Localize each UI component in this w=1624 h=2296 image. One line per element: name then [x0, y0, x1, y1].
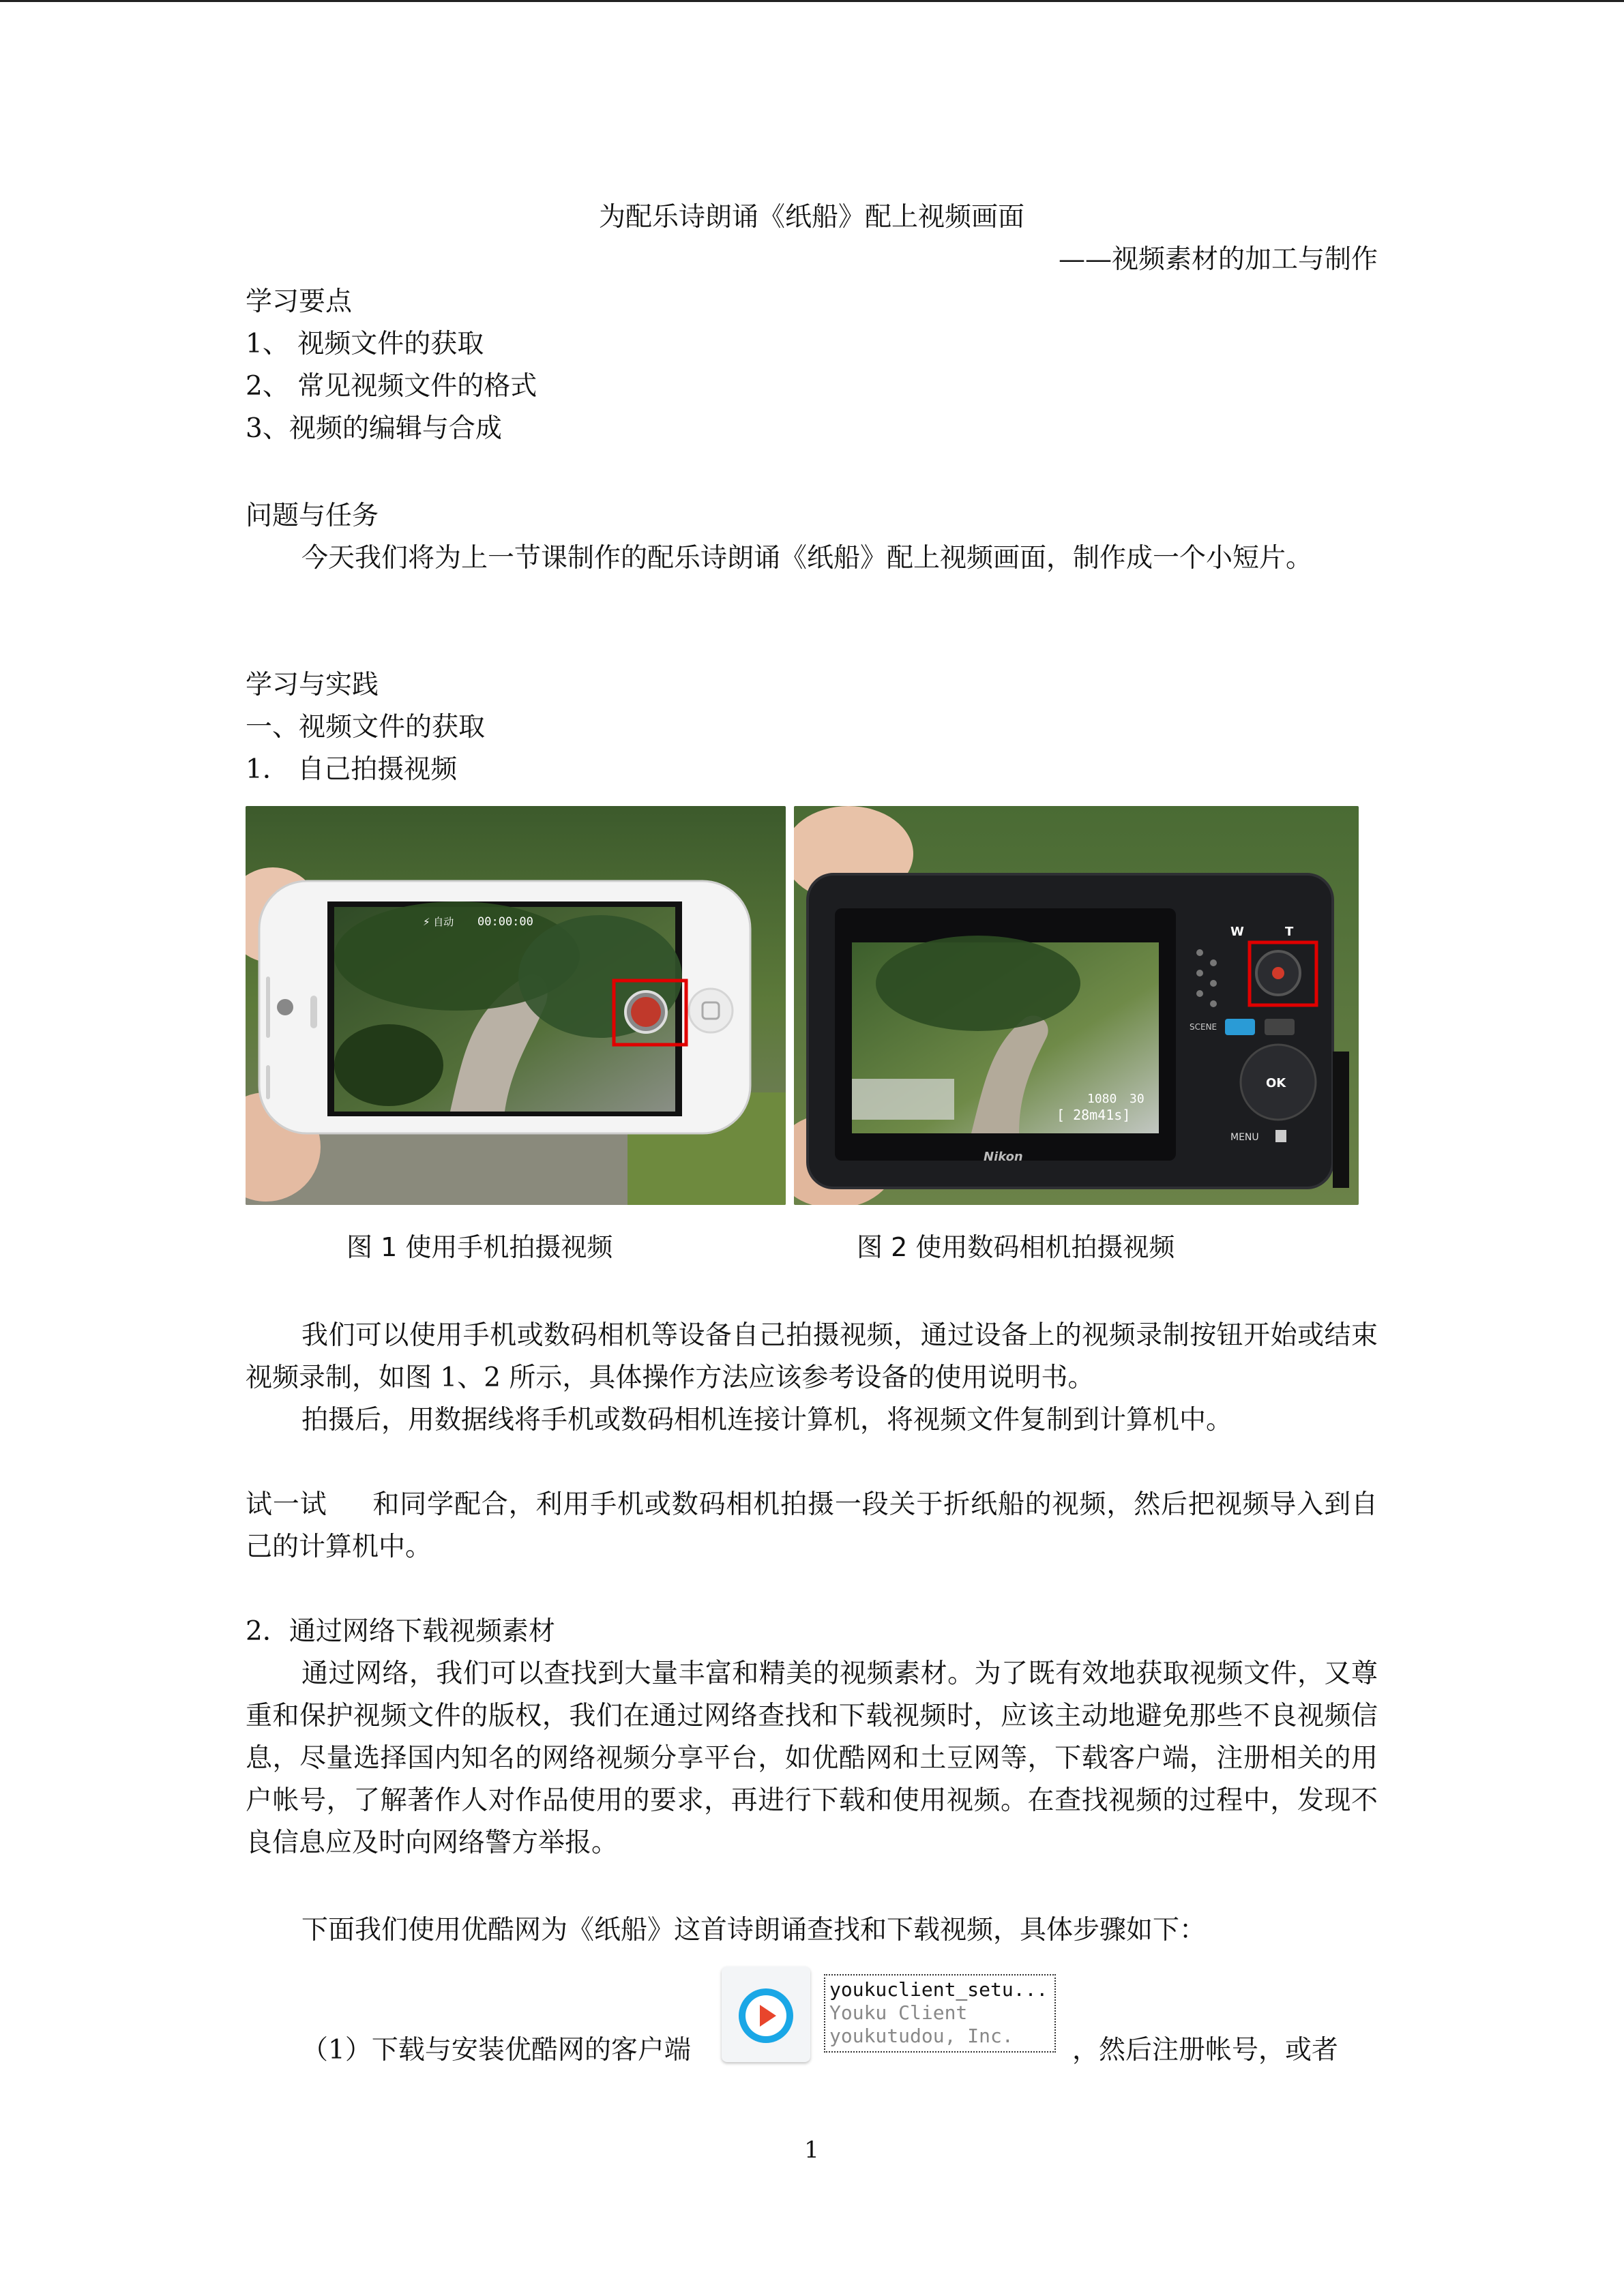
paragraph-transfer: 拍摄后，用数据线将手机或数码相机连接计算机，将视频文件复制到计算机中。	[301, 1405, 1233, 1435]
key-points-heading: 学习要点	[246, 286, 353, 317]
document-page	[246, 0, 1378, 2296]
phone-recording-illustration	[246, 806, 786, 1205]
paragraph-shooting: 我们可以使用手机或数码相机等设备自己拍摄视频，通过设备上的视频录制按钮开始或结束视频录制，如图 1、2 所示，具体操作方法应该参考设备的使用说明书。	[246, 1320, 1378, 1393]
try-it-label: 试一试	[246, 1489, 327, 1520]
camera-remaining-time: [ 28m41s]	[1057, 1107, 1131, 1123]
youku-client-file-info[interactable]	[824, 1974, 1056, 2053]
trash-icon	[1275, 1130, 1286, 1142]
client-file-company: youkutudou, Inc.	[829, 2025, 1014, 2047]
figure-1-caption: 图 1 使用手机拍摄视频	[346, 1232, 613, 1262]
client-file-name: youkuclient_setu...	[829, 1978, 1048, 2001]
practice-heading: 学习与实践	[246, 670, 379, 700]
figure-2-camera-photo	[794, 806, 1359, 1205]
youku-client-file-icon[interactable]	[722, 1967, 810, 2062]
camera-recording-illustration	[794, 806, 1359, 1205]
try-it-text: 和同学配合，利用手机或数码相机拍摄一段关于折纸船的视频，然后把视频导入到自己的计算机中。	[246, 1489, 1378, 1562]
zoom-t-label: T	[1285, 925, 1294, 939]
part1-heading: 一、视频文件的获取	[246, 712, 486, 743]
document-subtitle: ——视频素材的加工与制作	[1058, 244, 1378, 275]
figure-2-caption: 图 2 使用数码相机拍摄视频	[857, 1232, 1175, 1262]
figure-1-phone-photo	[246, 806, 786, 1205]
step-1-prefix: （1）下载与安装优酷网的客户端	[301, 2035, 691, 2066]
task-heading: 问题与任务	[246, 501, 379, 531]
camera-record-icon	[1272, 967, 1284, 979]
key-point-2: 2、 常见视频文件的格式	[246, 371, 537, 402]
key-point-1: 1、 视频文件的获取	[246, 329, 484, 359]
paragraph-steps-intro: 下面我们使用优酷网为《纸船》这首诗朗诵查找和下载视频，具体步骤如下：	[301, 1915, 1207, 1945]
step-1-suffix: ，然后注册帐号，或者	[1072, 2035, 1339, 2066]
camera-fps: 30	[1130, 1092, 1145, 1106]
zoom-w-label: W	[1230, 925, 1244, 939]
record-button-icon	[631, 997, 661, 1027]
camera-brand-logo: Nikon	[984, 1150, 1023, 1164]
part1-subheading-2: 2．通过网络下载视频素材	[246, 1616, 555, 1647]
phone-flash-label: ⚡ 自动	[423, 916, 454, 928]
document-title: 为配乐诗朗诵《纸船》配上视频画面	[598, 202, 1024, 233]
youku-play-icon	[722, 1967, 810, 2062]
task-paragraph: 今天我们将为上一节课制作的配乐诗朗诵《纸船》配上视频画面，制作成一个小短片。	[301, 543, 1313, 573]
phone-timer: 00:00:00	[477, 915, 533, 929]
try-it-paragraph	[246, 1484, 1378, 1568]
part1-subheading-1: 1． 自己拍摄视频	[246, 754, 458, 785]
menu-label: MENU	[1230, 1132, 1259, 1143]
camera-resolution: 1080	[1087, 1092, 1117, 1106]
ok-label: OK	[1266, 1076, 1286, 1090]
key-point-3: 3、视频的编辑与合成	[246, 413, 502, 444]
page-number: 1	[804, 2136, 819, 2164]
paragraph-network: 通过网络，我们可以查找到大量丰富和精美的视频素材。为了既有效地获取视频文件，又尊重和保护视频文件的版权，我们在通过网络查找和下载视频时，应该主动地避免那些不良视频信息，尽量选择国内知名的网络视频分享平台，如优酷网和土豆网等，下载客户端，注册相关的用户帐号，了解著作人对作品使用的要求，再进行下载和使用视频。在查找视频的过程中，发现不良信息应及时向网络警方举报。	[246, 1658, 1378, 1858]
scene-label: SCENE	[1190, 1022, 1217, 1032]
client-file-desc: Youku Client	[829, 2001, 968, 2024]
